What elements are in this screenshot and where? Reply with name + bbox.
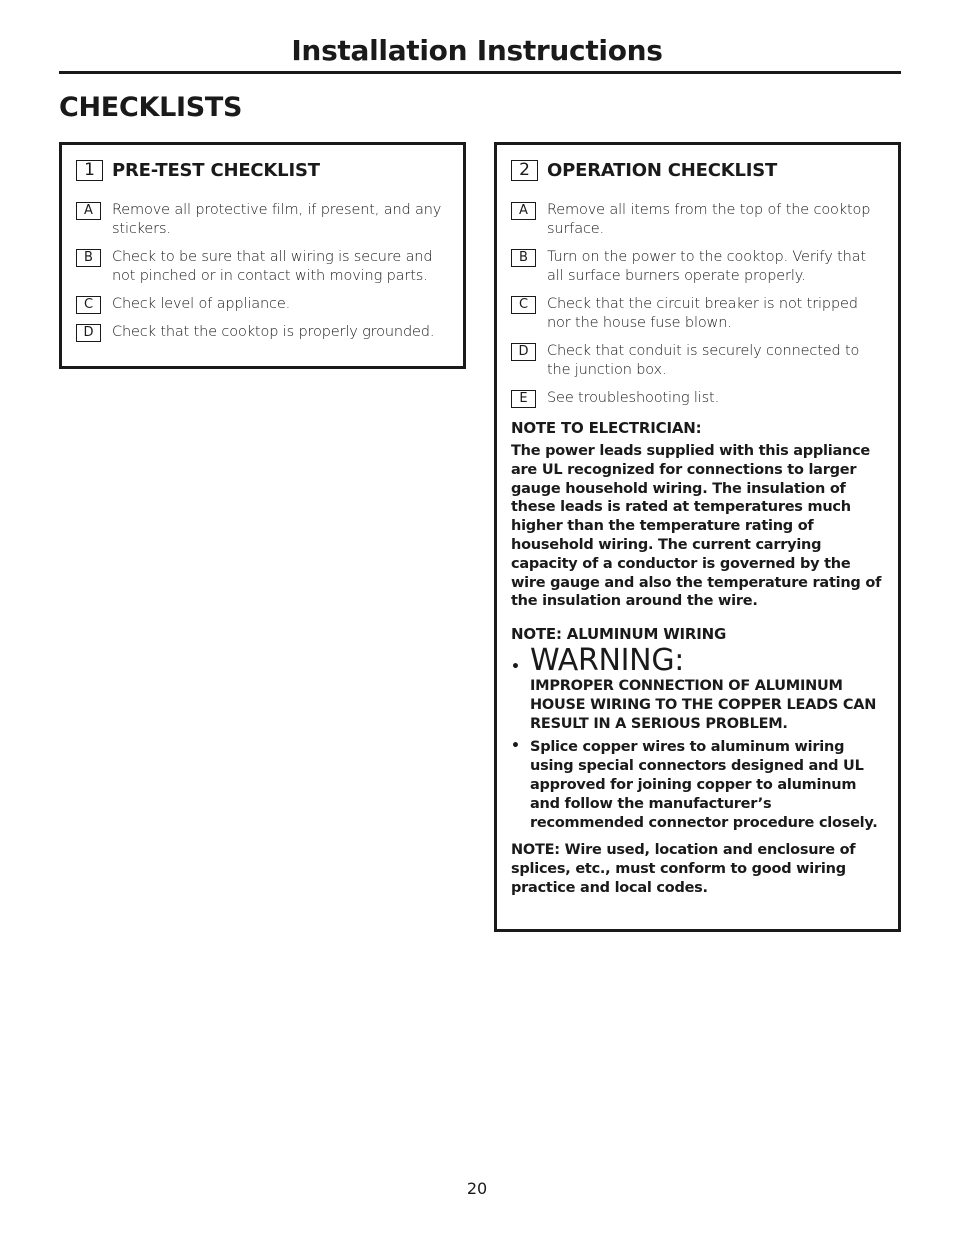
list-item bbox=[511, 201, 881, 239]
aluminum-note bbox=[511, 625, 883, 898]
item-text: Check level of appliance. bbox=[112, 296, 291, 312]
list-item bbox=[511, 295, 881, 333]
list-item bbox=[76, 295, 446, 314]
bullet-icon: • bbox=[511, 659, 520, 675]
item-text: See troubleshooting list. bbox=[547, 390, 720, 406]
section-title: CHECKLISTS bbox=[59, 92, 243, 123]
operation-title: OPERATION CHECKLIST bbox=[547, 160, 778, 181]
item-text: Turn on the power to the cooktop. Verify that all surface burners operate properly. bbox=[547, 249, 866, 284]
warning-label: WARNING: bbox=[530, 643, 685, 678]
final-note: NOTE: Wire used, location and enclosure of splices, etc., must conform to good wiring practice and local codes. bbox=[511, 842, 856, 896]
item-text: Check that the cooktop is properly grounded. bbox=[112, 324, 435, 340]
page-title: Installation Instructions bbox=[291, 34, 663, 67]
pretest-header bbox=[76, 160, 320, 181]
item-text: Remove all items from the top of the cooktop surface. bbox=[547, 202, 871, 237]
electrician-note bbox=[511, 419, 883, 611]
electrician-text: The power leads supplied with this appliance are UL recognized for connections to larger gauge household wiring. The insulation of these leads is rated at temperatures much higher than the temperature rating of household wiring. The current carrying capacity of a conductor is governed by the wire gauge and also the temperature rating of the insulation around the wire. bbox=[511, 443, 882, 610]
item-text: Check that the circuit breaker is not tripped nor the house fuse blown. bbox=[547, 296, 858, 331]
pretest-checklist-panel bbox=[59, 142, 466, 369]
item-letter: B bbox=[511, 249, 536, 267]
operation-header bbox=[511, 160, 777, 181]
pretest-number-box: 1 bbox=[76, 160, 103, 181]
operation-items bbox=[511, 201, 881, 417]
item-letter: C bbox=[76, 296, 101, 314]
splice-text: Splice copper wires to aluminum wiring using special connectors designed and UL approved for joining copper to aluminum and follow the manufacturer’s recommended connector procedure closely. bbox=[530, 739, 878, 831]
item-letter: C bbox=[511, 296, 536, 314]
page-number: 20 bbox=[466, 1179, 488, 1198]
list-item bbox=[511, 248, 881, 286]
operation-number-box: 2 bbox=[511, 160, 538, 181]
item-letter: A bbox=[76, 202, 101, 220]
item-text: Remove all protective film, if present, and any stickers. bbox=[112, 202, 442, 237]
item-letter: A bbox=[511, 202, 536, 220]
item-text: Check that conduit is securely connected to the junction box. bbox=[547, 343, 860, 378]
item-letter: D bbox=[76, 324, 101, 342]
bullet-icon: • bbox=[511, 738, 520, 755]
splice-bullet bbox=[511, 738, 883, 832]
list-item bbox=[76, 248, 446, 286]
item-letter: B bbox=[76, 249, 101, 267]
operation-checklist-panel bbox=[494, 142, 901, 932]
pretest-items bbox=[76, 201, 446, 351]
list-item bbox=[511, 389, 881, 408]
list-item bbox=[511, 342, 881, 380]
list-item bbox=[76, 201, 446, 239]
item-letter: E bbox=[511, 390, 536, 408]
item-text: Check to be sure that all wiring is secure and not pinched or in contact with moving parts. bbox=[112, 249, 433, 284]
warning-bullet bbox=[511, 645, 883, 733]
list-item bbox=[76, 323, 446, 342]
pretest-title: PRE-TEST CHECKLIST bbox=[112, 160, 320, 181]
item-letter: D bbox=[511, 343, 536, 361]
title-rule bbox=[59, 71, 901, 74]
aluminum-heading: NOTE: ALUMINUM WIRING bbox=[511, 625, 727, 643]
warning-text: IMPROPER CONNECTION OF ALUMINUM HOUSE WIRING TO THE COPPER LEADS CAN RESULT IN A SERIOUS PROBLEM. bbox=[530, 678, 877, 732]
electrician-heading: NOTE TO ELECTRICIAN: bbox=[511, 419, 702, 437]
